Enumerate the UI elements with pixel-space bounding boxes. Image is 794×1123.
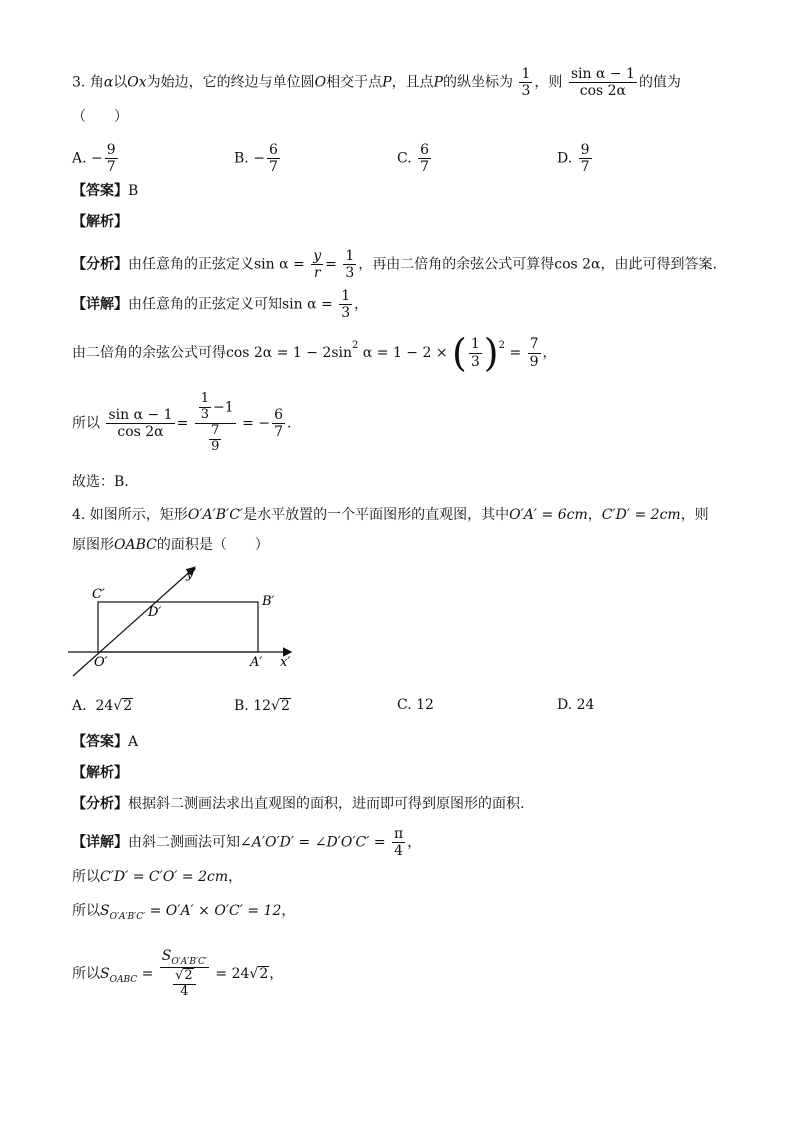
label-d: D′	[148, 605, 162, 620]
label-o: O′	[94, 655, 108, 670]
q3-detail-1: 【详解】由任意角的正弦定义可知sin α = $\frac{1}{3}$ ，	[72, 288, 369, 322]
label-a: A′	[250, 655, 263, 670]
q3-option-c[interactable]: C. $\frac{6}{7}$	[397, 142, 430, 176]
label-x: x′	[280, 655, 291, 670]
rectangle-shape	[98, 602, 258, 652]
q4-stem-line1: 4. 如图所示，矩形O′A′B′C′是水平放置的一个平面图形的直观图，其中O′A′ = 6cm，C′D′ = 2cm，则	[72, 507, 709, 523]
q3-option-d[interactable]: D. $\frac{9}{7}$	[557, 142, 590, 176]
label-b: B′	[262, 594, 275, 609]
q4-detail-2: 所以C′D′ = C′O′ = 2cm，	[72, 869, 243, 885]
q4-option-c[interactable]: C. 12	[397, 697, 434, 713]
q4-fenxi: 【分析】根据斜二测画法求出直观图的面积，进而即可得到原图形的面积.	[72, 796, 525, 812]
q3-detail-3: 所以 $\frac{\text{sin α − 1}}{\cos 2\alpha}$ = $\frac{1}{3}$ −1 $\frac{7}{9}$ = − $\frac{6}{7}$ .	[72, 391, 292, 454]
q3-choose: 故选：B.	[72, 474, 129, 490]
q3-detail-2: 由二倍角的余弦公式可得$\cos 2\alpha = 1 - 2\sin^2$ α = 1 − 2 × ( $\frac{1}{3}$ )$^2$ = $\frac{7}{9}$ ，	[72, 331, 557, 375]
q3-option-b[interactable]: B. − $\frac{6}{7}$	[234, 142, 278, 176]
q4-option-d[interactable]: D. 24	[557, 697, 595, 713]
q3-stem: 3. 角α以Ox为始边，它的终边与单位圆O相交于点P，且点P的纵坐标为 $\frac{1}{3}$ ，则 $\frac{\text{sin α − 1}}{\cos 2\alpha}$ 的值为	[72, 66, 681, 100]
q4-analysis-tag: 【解析】	[72, 765, 128, 781]
q3-option-a[interactable]: A. − $\frac{9}{7}$	[72, 142, 116, 176]
label-c: C′	[92, 587, 105, 602]
q3-analysis-tag: 【解析】	[72, 214, 128, 230]
q4-option-b[interactable]: B. 12√2	[234, 698, 290, 714]
y-axis	[73, 567, 197, 676]
q4-option-a[interactable]: A. 24√2	[72, 698, 133, 714]
q4-detail-1: 【详解】由斜二测画法可知∠A′O′D′ = ∠D′O′C′ = $\frac{\pi}{4}$ ，	[72, 826, 422, 860]
q3-answer: 【答案】B	[72, 183, 139, 199]
label-y: y′	[186, 567, 197, 582]
q3-paren: （ ）	[72, 109, 128, 125]
q4-detail-3: 所以$S_{O'A'B'C'} = O'A' \times O'C' = 12$，	[72, 903, 296, 922]
q4-detail-4: 所以$S_{OABC}$ = $\frac{S_{O'A'B'C'}}{\frac{√2}{4}}$ = 24√2，	[72, 948, 284, 1000]
q4-answer: 【答案】A	[72, 734, 139, 750]
q3-fenxi: 【分析】由任意角的正弦定义sin α = $\frac{y}{r}$ = $\frac{1}{3}$ ，再由二倍角的余弦公式可算得cos 2α，由此可得到答案.	[72, 248, 717, 282]
q4-stem-line2: 原图形OABC的面积是（ ）	[72, 537, 269, 553]
q4-figure	[68, 562, 308, 680]
